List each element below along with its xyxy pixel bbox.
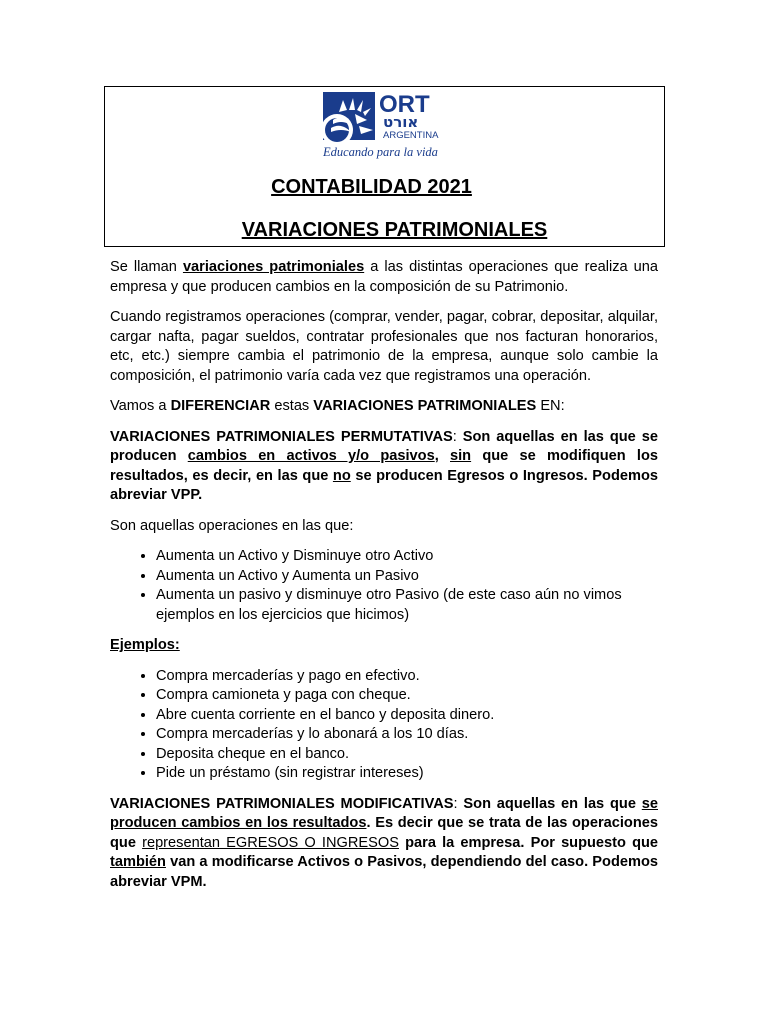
intro-paragraph-2: Cuando registramos operaciones (comprar, vender, pagar, cobrar, depositar, alquilar, cargar nafta, pagar sueldos, contratar profesionales que nos facturan honorarios, etc, etc.) siempre cambia el patrimonio de la empresa, aunque solo cambie la composición, el patrimonio varía cada vez que registramos una operación. — [110, 309, 658, 384]
logo-tagline-text: Educando para la vida — [323, 145, 438, 159]
list-item: • Aumenta un pasivo y disminuye otro Pasivo (de este caso aún no vimos ejemplos en los ejercicios que hicimos) — [156, 586, 658, 625]
permutativas-paragraph: VARIACIONES PATRIMONIALES PERMUTATIVAS: Son aquellas en las que se producen cambios en activos y/o pasivos, sin que se modifiquen los resultados, es decir, en las que no se producen Egresos o Ingresos. Podemos abreviar VPP. — [110, 428, 659, 503]
document-body — [110, 258, 658, 903]
list-item: • Aumenta un Activo y Disminuye otro Activo — [156, 547, 658, 567]
list-item: • Deposita cheque en el banco. — [156, 745, 658, 765]
ort-argentina-logo — [323, 90, 453, 162]
term-variaciones-patrimoniales: variaciones patrimoniales — [182, 259, 365, 275]
permutativas-list — [110, 547, 658, 625]
intro-paragraph-3: Vamos a DIFERENCIAR estas VARIACIONES PATRIMONIALES EN: — [110, 398, 565, 414]
logo-country-text: ARGENTINA — [383, 130, 439, 141]
list-item: • Compra camioneta y paga con cheque. — [156, 686, 658, 706]
permutativas-heading: VARIACIONES PATRIMONIALES PERMUTATIVAS — [110, 428, 453, 445]
document-title: CONTABILIDAD 2021 — [271, 176, 472, 198]
list-item: • Compra mercaderías y pago en efectivo. — [156, 667, 658, 687]
modificativas-paragraph: VARIACIONES PATRIMONIALES MODIFICATIVAS: Son aquellas en las que se producen cambios en los resultados. Es decir que se trata de las operaciones que representan EGRESOS O INGRESOS para la empresa. Por supuesto que también van a modificarse Activos o Pasivos, dependiendo del caso. Podemos abreviar VPM. — [110, 795, 659, 890]
list-item: • Abre cuenta corriente en el banco y deposita dinero. — [156, 706, 658, 726]
list-item: • Aumenta un Activo y Aumenta un Pasivo — [156, 567, 658, 587]
intro-paragraph-1: Se llaman variaciones patrimoniales a las distintas operaciones que realiza una empresa y que producen cambios en la composición de su Patrimonio. — [110, 259, 659, 295]
permutativas-lead: Son aquellas operaciones en las que: — [110, 517, 354, 534]
ejemplos-heading: Ejemplos: — [110, 637, 180, 653]
list-item: • Pide un préstamo (sin registrar intereses) — [156, 764, 658, 784]
logo-hebrew-text: אורט — [383, 113, 419, 131]
logo-brand-text: ORT — [379, 91, 430, 118]
header-box — [104, 86, 665, 247]
ejemplos-list — [110, 667, 658, 784]
modificativas-heading: VARIACIONES PATRIMONIALES MODIFICATIVAS — [110, 795, 454, 812]
document-subtitle: VARIACIONES PATRIMONIALES — [241, 219, 548, 241]
list-item: • Compra mercaderías y lo abonará a los 10 días. — [156, 725, 658, 745]
